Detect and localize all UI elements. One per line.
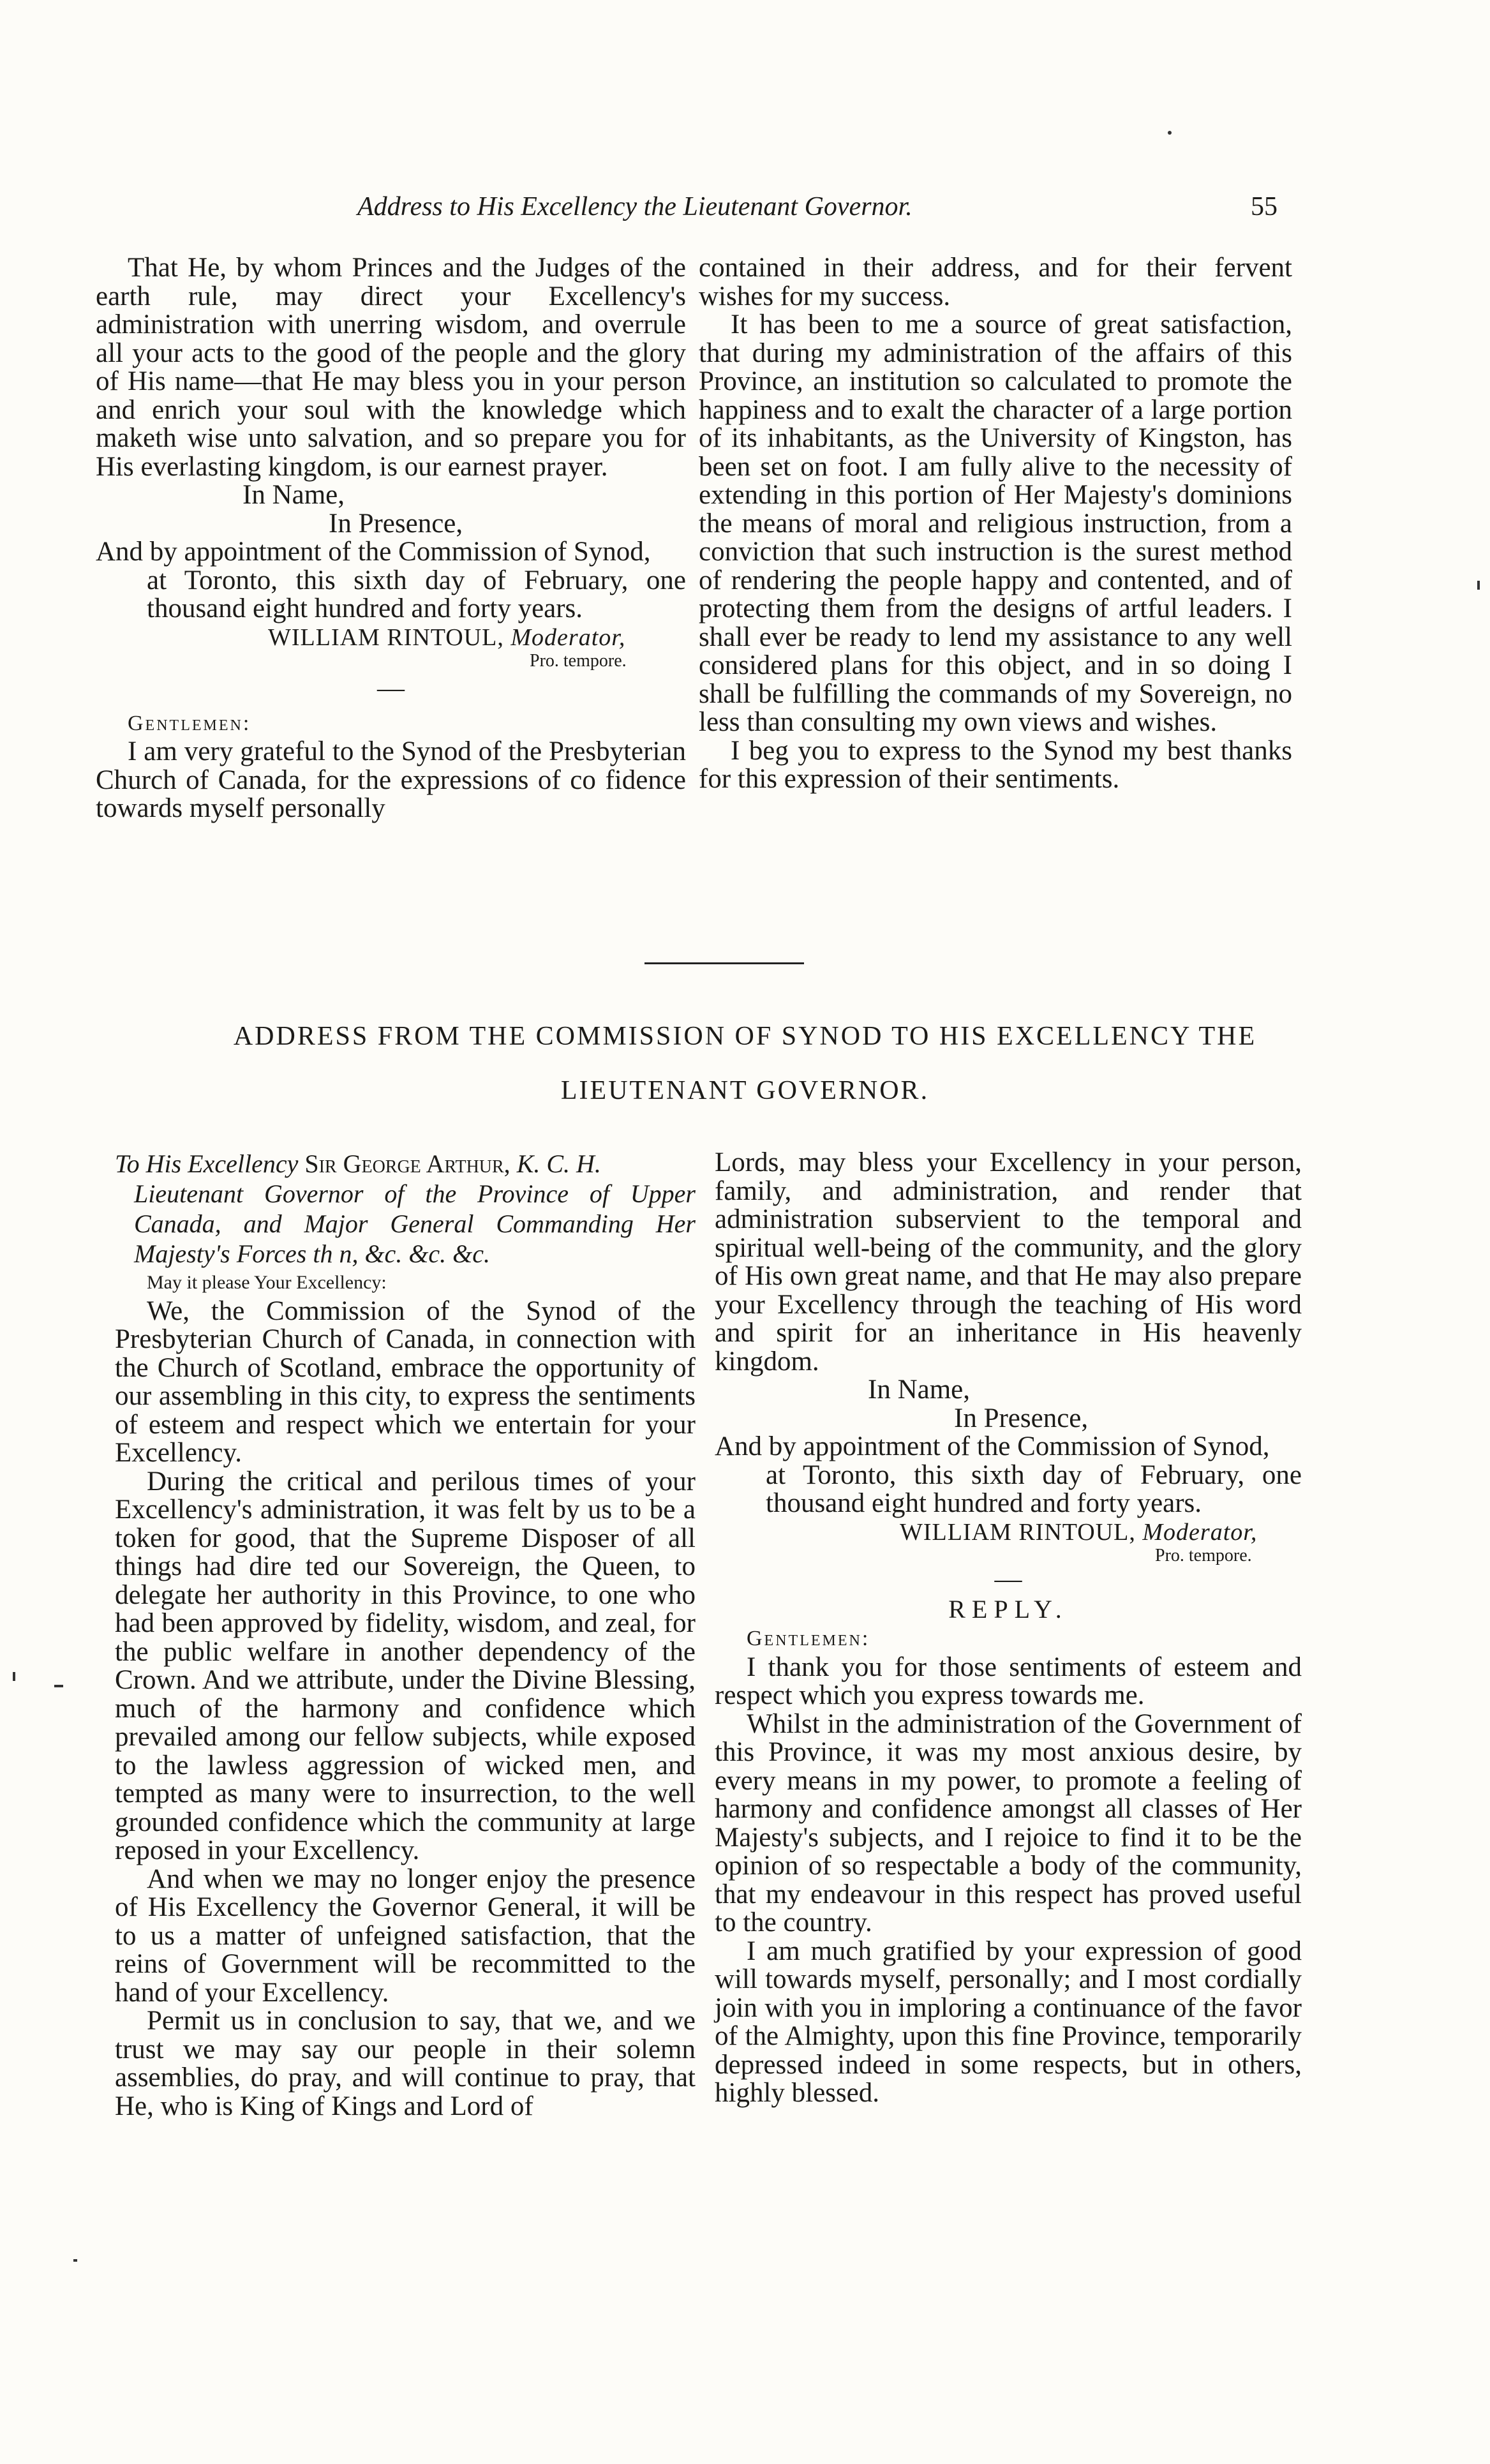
signature-block-2 — [715, 1376, 1302, 1565]
salute-kch: K. C. H. — [516, 1149, 601, 1178]
sig-name: WILLIAM RINTOUL, — [268, 623, 504, 651]
sig-appointment: And by appointment of the Commission of Synod, — [96, 537, 651, 567]
address-salutation — [115, 1149, 696, 1269]
reply2-paragraph-2: Whilst in the administration of the Government of this Province, it was my most anxious desire, by every means in my power, to promote a feeling of harmony and confidence amongst all classes of Her Majesty's subjects, and I rejoice to find it to be the opinion of so respectable a body of the community, that my endeavour in this respect has proved useful to the country. — [715, 1708, 1302, 1938]
sig2-in-presence: In Presence, — [954, 1403, 1089, 1433]
address-paragraph-3: And when we may no longer enjoy the presence of His Excellency the Governor General, it will be to us a matter of unfeigned satisfaction, that the reins of Government will be recommitted to the hand of your Excellency. — [115, 1863, 696, 2008]
sig2-in-name: In Name, — [868, 1375, 970, 1405]
sig2-name: WILLIAM RINTOUL, — [900, 1518, 1136, 1546]
sig2-date: at Toronto, this sixth day of February, one thousand eight hundred and forty years. — [766, 1460, 1302, 1518]
sig-name-line — [96, 623, 686, 652]
sig2-name-line — [715, 1518, 1302, 1547]
reply2-paragraph-1: I thank you for those sentiments of esteem and respect which you express towards me. — [715, 1652, 1302, 1710]
reply2-paragraph-3: I am much gratified by your expression of good will towards myself, personally; and I most cordially join with you in imploring a continuance of the favor of the Almighty, upon this fine Province, temporarily depressed indeed in some respects, but in others, highly blessed. — [715, 1936, 1302, 2108]
bottom-left-column — [115, 1149, 696, 2121]
section-heading-line-2: LIEUTENANT GOVERNOR. — [560, 1076, 930, 1105]
scan-speck — [13, 1672, 15, 1681]
scan-speck — [73, 2259, 77, 2262]
running-header — [0, 191, 1490, 230]
salute-prefix: To His Excellency — [115, 1149, 299, 1178]
sig-title: Moderator, — [510, 623, 626, 651]
bottom-right-column — [715, 1149, 1302, 2108]
reply-paragraph-3: I beg you to express to the Synod my best thanks for this expression of their sentiments. — [699, 735, 1292, 794]
reply-heading: REPLY. — [948, 1594, 1068, 1624]
gentlemen-salutation-2: Gentlemen: — [747, 1627, 870, 1650]
page-number: 55 — [1251, 192, 1278, 221]
address-continuation: Lords, may bless your Excellency in your person, family, and administration, and render that administration subservient to the temporal and spiritual well-being of the community, and the glory of His own great name, and that He may also prepare your Excellency through the teaching of His word and spirit for an inheritance in His heavenly kingdom. — [715, 1147, 1302, 1377]
reply-paragraph-1-end: contained in their address, and for their fervent wishes for my success. — [699, 253, 1292, 311]
signature-block — [96, 481, 686, 671]
scan-speck — [54, 1685, 63, 1687]
sig2-appointment: And by appointment of the Commission of Synod, — [715, 1431, 1270, 1461]
divider-dash-2: — — [994, 1564, 1022, 1594]
sig-pro-tempore: Pro. tempore. — [530, 651, 627, 671]
sig-in-name: In Name, — [242, 480, 345, 510]
address-paragraph-1: We, the Commission of the Synod of the Presbyterian Church of Canada, in connection with the Church of Scotland, embrace the opportunity of our assembling in this city, to express the sentiments of esteem and respect which we entertain for your Excellency. — [115, 1295, 696, 1468]
top-left-column — [96, 254, 686, 823]
top-right-column — [699, 254, 1292, 794]
sig2-title: Moderator, — [1142, 1518, 1258, 1546]
address-paragraph-2: During the critical and perilous times of your Excellency's administration, it was felt by us to be a token for good, that the Supreme Disposer of all things had dire ted our Sovereign, the Queen, to delegate her authority in this Province, to one who had been approved by fidelity, wisdom, and zeal, for the public welfare in another dependency of the Crown. And we attribute, under the Divine Blessing, much of the harmony and confidence which prevailed among our fellow subjects, while exposed to the lawless aggression of wicked men, and tempted as many were to insurrection, to the well grounded confidence which the community at large reposed in your Excellency. — [115, 1466, 696, 1865]
reply-paragraph-2: It has been to me a source of great satisfaction, that during my administration of the affairs of this Province, an institution so calculated to promote the happiness and to exalt the character of a large portion of its inhabitants, as the University of Kingston, has been set on foot. I am fully alive to the necessity of extending in this portion of Her Majesty's dominions the means of moral and religious instruction, from a conviction that such instruction is the surest method of rendering the people happy and contented, and of protecting them from the designs of artful leaders. I shall ever be ready to lend my assistance to any well considered plans for this object, and in so doing I shall be fulfilling the commands of my Sovereign, no less than consulting my own views and wishes. — [699, 310, 1292, 737]
salute-name: Sir George Arthur, — [304, 1149, 510, 1178]
salute-titles: Lieutenant Governor of the Province of Upper Canada, and Major General Commanding Her Majesty's Forces th n, &c. &c. &c. — [134, 1179, 696, 1268]
sig2-pro-tempore: Pro. tempore. — [1155, 1546, 1252, 1565]
address-paragraph-4: Permit us in conclusion to say, that we, and we trust we may say our people in their solemn assemblies, do pray, and will continue to pray, that He, who is King of Kings and Lord of — [115, 2006, 696, 2121]
section-rule — [644, 962, 804, 964]
section-heading-line-1: ADDRESS FROM THE COMMISSION OF SYNOD TO HIS EXCELLENCY THE — [233, 1022, 1257, 1051]
gentlemen-salutation: Gentlemen: — [128, 711, 251, 735]
divider-dash: — — [377, 673, 405, 703]
sig-date: at Toronto, this sixth day of February, one thousand eight hundred and forty years. — [147, 565, 686, 623]
running-title: Address to His Excellency the Lieutenant Governor. — [357, 192, 913, 221]
scan-speck — [1477, 581, 1480, 590]
prayer-paragraph: That He, by whom Princes and the Judges of the earth rule, may direct your Excellency's administration with unerring wisdom, and overrule all your acts to the good of the people and the glory of His name—that He may bless you in your person and enrich your soul with the knowledge which maketh wise unto salvation, and so prepare you for His everlasting kingdom, is our earnest prayer. — [96, 253, 686, 482]
scan-speck — [1168, 131, 1172, 135]
may-it-please: May it please Your Excellency: — [147, 1272, 387, 1293]
sig-in-presence: In Presence, — [329, 508, 463, 539]
reply-paragraph-1-start: I am very grateful to the Synod of the Presbyterian Church of Canada, for the expressions of co fidence towards myself personally — [96, 736, 686, 823]
